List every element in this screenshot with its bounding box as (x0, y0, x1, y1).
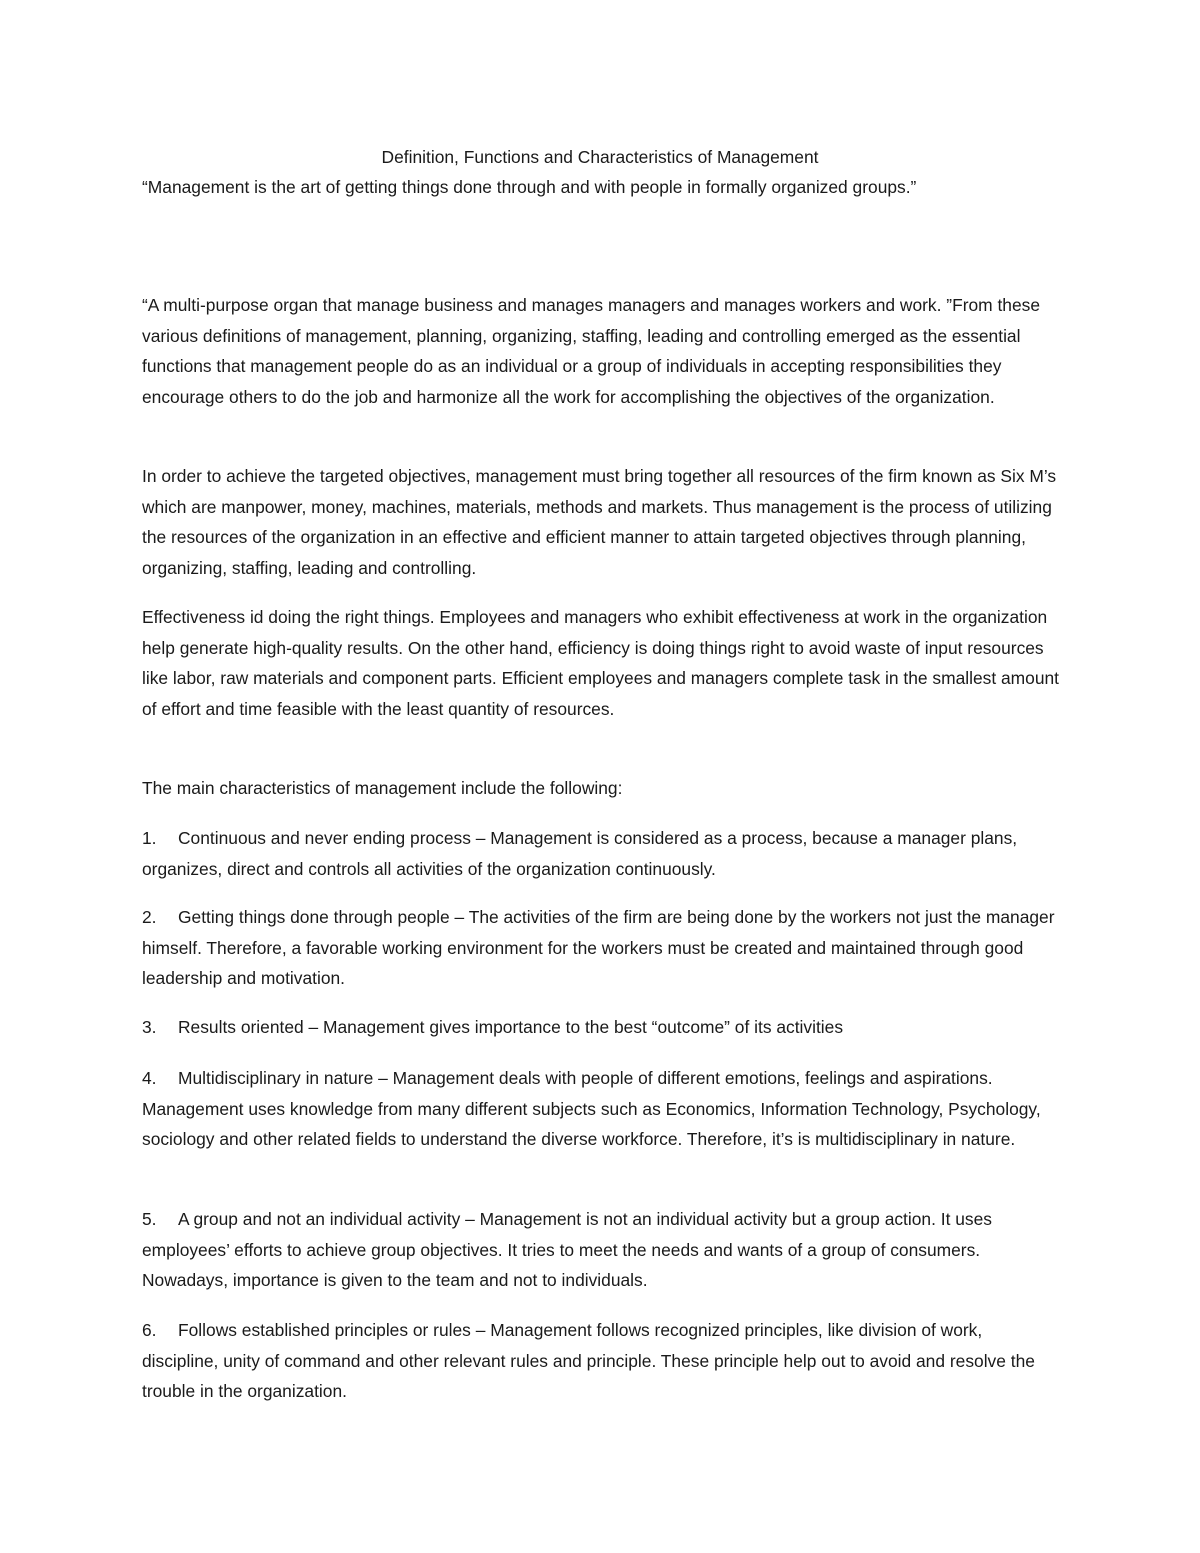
paragraph-effectiveness: Effectiveness id doing the right things. Employees and managers who exhibit effectiveness at work in the organization help generate high-quality results. On the other hand, efficiency is doing things right to avoid waste of input resources like labor, raw materials and component parts. Efficient employees and managers complete task in the smallest amount of effort and time feasible with the least quantity of resources. (142, 607, 1060, 719)
list-item-text: Multidisciplinary in nature – Management deals with people of different emotions, feelings and aspirations. Management uses knowledge from many different subjects such as Economics, Information Technology, Psychology, sociology and other related fields to understand the diverse workforce. Therefore, it’s is multidisciplinary in nature. (142, 1068, 1041, 1150)
list-item-number: 4. (142, 1068, 157, 1088)
list-item (142, 823, 1062, 884)
list-item-number: 5. (142, 1209, 157, 1229)
definition-quote: “Management is the art of getting things done through and with people in formally organized groups.” (142, 177, 917, 197)
list-item (142, 1204, 1062, 1296)
paragraph-six-ms: In order to achieve the targeted objectives, management must bring together all resources of the firm known as Six M’s which are manpower, money, machines, materials, methods and markets. Thus management is the process of utilizing the resources of the organization in an effective and efficient manner to attain targeted objectives through planning, organizing, staffing, leading and controlling. (142, 466, 1057, 578)
list-item (142, 1063, 1062, 1155)
list-item-text: A group and not an individual activity – Management is not an individual activity but a group action. It uses employees’ efforts to achieve group objectives. It tries to meet the needs and wants of a group of consumers. Nowadays, importance is given to the team and not to individuals. (142, 1209, 992, 1291)
list-item (142, 1315, 1062, 1407)
list-intro: The main characteristics of management include the following: (142, 778, 623, 798)
list-item-number: 6. (142, 1320, 157, 1340)
list-item-text: Follows established principles or rules – Management follows recognized principles, like division of work, discipline, unity of command and other relevant rules and principle. These principle help out to avoid and resolve the trouble in the organization. (142, 1320, 1035, 1402)
list-item-text: Continuous and never ending process – Management is considered as a process, because a manager plans, organizes, direct and controls all activities of the organization continuously. (142, 828, 1018, 879)
list-item-text: Results oriented – Management gives importance to the best “outcome” of its activities (178, 1017, 844, 1037)
paragraph-definitions: “A multi-purpose organ that manage business and manages managers and manages workers and work. ”From these various definitions of management, planning, organizing, staffing, leading and controlling emerged as the essential functions that management people do as an individual or a group of individuals in accepting responsibilities they encourage others to do the job and harmonize all the work for accomplishing the objectives of the organization. (142, 295, 1041, 407)
list-item (142, 1012, 1062, 1043)
list-item-number: 1. (142, 828, 157, 848)
list-item (142, 902, 1062, 994)
list-item-number: 3. (142, 1017, 157, 1037)
document-title: Definition, Functions and Characteristics of Management (381, 147, 819, 167)
list-item-number: 2. (142, 907, 157, 927)
list-item-text: Getting things done through people – The activities of the firm are being done by the workers not just the manager himself. Therefore, a favorable working environment for the workers must be created and maintained through good leadership and motivation. (142, 907, 1055, 989)
